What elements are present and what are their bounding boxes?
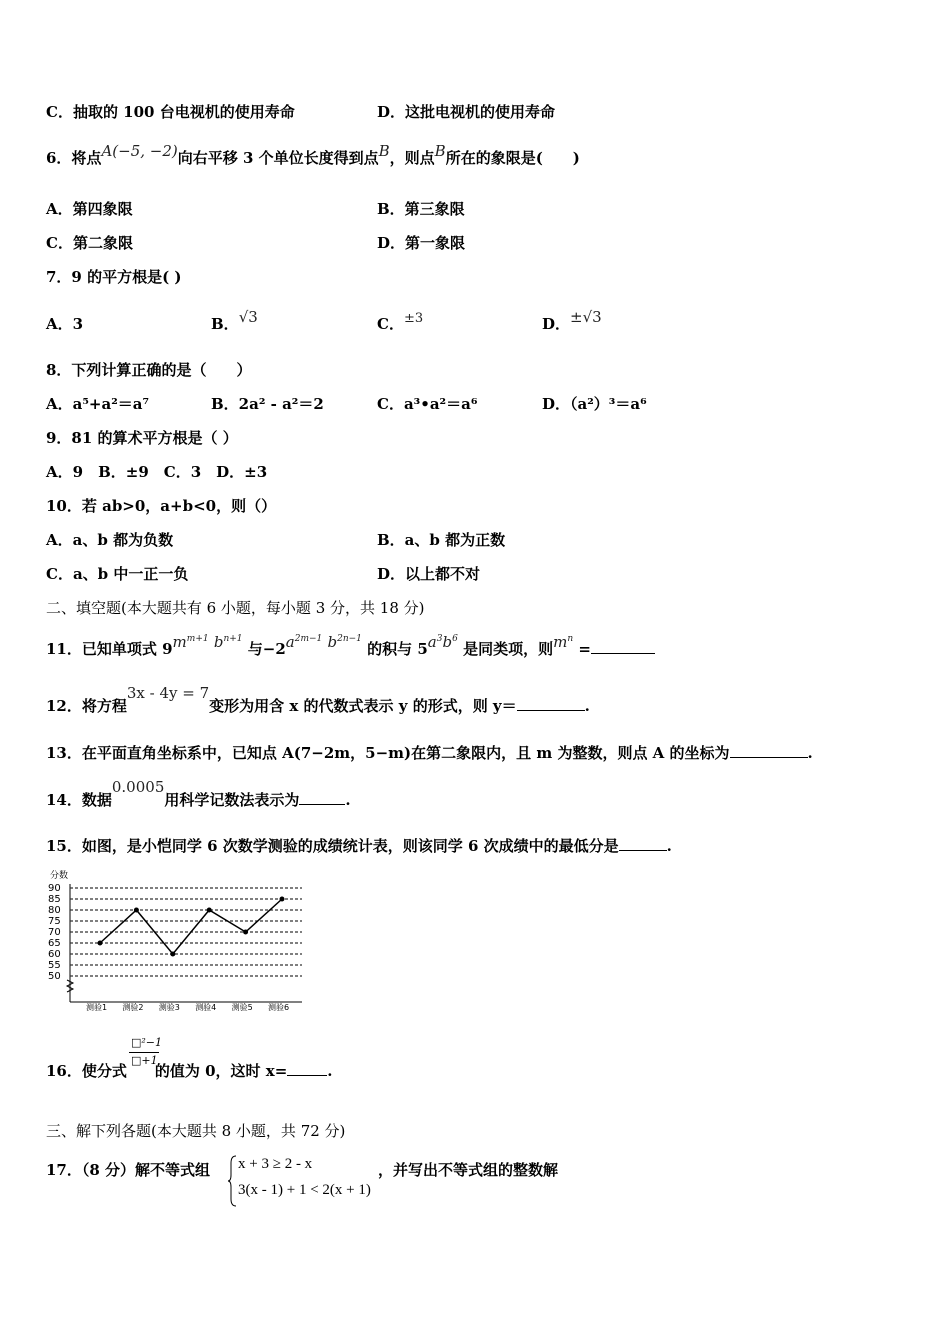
q7-option-b bbox=[211, 308, 258, 334]
chart-point-3 bbox=[170, 952, 175, 957]
chart-y-tick-65: 65 bbox=[48, 938, 61, 949]
q11-prefix: 11．已知单项式 9 bbox=[46, 640, 173, 658]
q6-point-b: B bbox=[378, 142, 390, 160]
q8-option-a: A．a⁵+a²＝a⁷ bbox=[46, 395, 150, 413]
q6-point-b-2: B bbox=[434, 142, 446, 160]
q11-b2: $b^{2n-1}$ bbox=[327, 633, 362, 651]
q10-stem: 10．若 ab>0，a+b<0，则（） bbox=[46, 497, 277, 515]
q6-mid: 向右平移 3 个单位长度得到点 bbox=[177, 149, 379, 167]
q8-option-b: B．2a² - a²＝2 bbox=[211, 395, 324, 413]
q14-number: 0.0005 bbox=[111, 778, 165, 796]
q6-stem bbox=[46, 142, 580, 168]
q12-suffix: . bbox=[584, 697, 590, 715]
q7-option-a: A．3 bbox=[46, 315, 84, 333]
q10-option-d: D．以上都不对 bbox=[377, 565, 481, 583]
section-3-heading: 三、解下列各题(本大题共 8 小题，共 72 分) bbox=[46, 1122, 346, 1140]
chart-y-tick-50: 50 bbox=[48, 971, 61, 982]
chart-x-tick-4: 测验4 bbox=[195, 1003, 217, 1012]
q9-stem: 9．81 的算术平方根是（ ） bbox=[46, 429, 238, 447]
q13-stem bbox=[46, 742, 813, 763]
q11-a2: $a^{2m-1}$ bbox=[285, 633, 323, 651]
q12-answer-blank[interactable] bbox=[517, 695, 585, 711]
chart-point-6 bbox=[280, 897, 285, 902]
q5-option-d: D．这批电视机的使用寿命 bbox=[377, 103, 556, 121]
q12-stem bbox=[46, 684, 590, 716]
chart-x-tick-3: 测验3 bbox=[158, 1003, 180, 1012]
q12-mid: 变形为用含 x 的代数式表示 y 的形式，则 y＝ bbox=[209, 697, 517, 715]
q10-option-a: A．a、b 都为负数 bbox=[46, 531, 174, 549]
section-2-heading: 二、填空题(本大题共有 6 小题，每小题 3 分，共 18 分) bbox=[46, 599, 425, 617]
q8-option-d: D．（a²）³＝a⁶ bbox=[542, 395, 647, 413]
q9-options: A．9 B．±9 C．3 D．±3 bbox=[46, 463, 268, 481]
chart-y-tick-75: 75 bbox=[48, 916, 61, 927]
q10-option-b: B．a、b 都为正数 bbox=[377, 531, 506, 549]
q7-option-d-math: ±√3 bbox=[570, 308, 602, 326]
q15-suffix: . bbox=[666, 837, 672, 855]
q12-equation: 3x - 4y = 7 bbox=[126, 684, 210, 702]
q11-mn: $m^n$ bbox=[553, 633, 574, 651]
chart-y-tick-70: 70 bbox=[48, 927, 61, 938]
q11-stem bbox=[46, 633, 655, 659]
q16-fraction-denominator: □+1 bbox=[131, 1054, 158, 1067]
q13-suffix: . bbox=[807, 744, 813, 762]
chart-point-4 bbox=[207, 908, 212, 913]
q6-option-d: D．第一象限 bbox=[377, 234, 466, 252]
q16-fraction-numerator: □²−1 bbox=[131, 1036, 163, 1049]
q7-option-c-math: ±3 bbox=[403, 311, 424, 326]
q14-mid: 用科学记数法表示为 bbox=[164, 791, 300, 809]
chart-x-tick-6: 测验6 bbox=[268, 1003, 290, 1012]
q14-answer-blank[interactable] bbox=[299, 789, 345, 805]
q6-point-a: A(−5, −2) bbox=[101, 142, 178, 160]
q7-option-b-label: B． bbox=[211, 315, 239, 333]
q6-option-a: A．第四象限 bbox=[46, 200, 133, 218]
q11-mid: 与−2 bbox=[247, 640, 286, 658]
chart-y-tick-85: 85 bbox=[48, 894, 61, 905]
q6-option-c: C．第二象限 bbox=[46, 234, 133, 252]
q8-option-c: C．a³•a²＝a⁶ bbox=[377, 395, 478, 413]
q14-prefix: 14．数据 bbox=[46, 791, 112, 809]
q12-prefix: 12．将方程 bbox=[46, 697, 127, 715]
q11-b1: $b^{n+1}$ bbox=[213, 633, 243, 651]
q7-stem: 7．9 的平方根是( ) bbox=[46, 268, 182, 286]
q13-answer-blank[interactable] bbox=[730, 742, 808, 758]
q7-option-c bbox=[377, 311, 424, 336]
chart-x-tick-2: 测验2 bbox=[122, 1003, 144, 1012]
q11-b3: $b^6$ bbox=[442, 633, 458, 651]
q11-mid3: 是同类项，则 bbox=[463, 640, 554, 658]
q6-mid2: ，则点 bbox=[389, 149, 435, 167]
q16-suffix: . bbox=[327, 1062, 333, 1080]
chart-y-tick-60: 60 bbox=[48, 949, 61, 960]
q5-option-c: C．抽取的 100 台电视机的使用寿命 bbox=[46, 103, 295, 121]
q11-a3: $a^3$ bbox=[427, 633, 443, 651]
score-line-chart bbox=[46, 866, 306, 1014]
q11-suffix: = bbox=[578, 640, 591, 658]
chart-point-1 bbox=[98, 941, 103, 946]
q15-stem bbox=[46, 835, 672, 856]
q6-prefix: 6．将点 bbox=[46, 149, 102, 167]
q8-stem: 8．下列计算正确的是（ ） bbox=[46, 361, 252, 379]
q10-option-c: C．a、b 中一正一负 bbox=[46, 565, 189, 583]
q17-inequality-2: 3(x - 1) + 1 < 2(x + 1) bbox=[238, 1182, 371, 1198]
q6-suffix: 所在的象限是( ) bbox=[445, 149, 580, 167]
q11-answer-blank[interactable] bbox=[591, 638, 655, 654]
chart-x-tick-5: 测验5 bbox=[231, 1003, 253, 1012]
q11-mid2: 的积与 5 bbox=[367, 640, 428, 658]
q16-fraction-bar bbox=[129, 1052, 159, 1053]
q7-option-d-label: D． bbox=[542, 315, 571, 333]
chart-series-line bbox=[100, 899, 282, 954]
chart-point-2 bbox=[134, 908, 139, 913]
q16-prefix: 16．使分式 bbox=[46, 1062, 127, 1080]
q15-answer-blank[interactable] bbox=[619, 835, 667, 851]
q6-option-b: B．第三象限 bbox=[377, 200, 465, 218]
q7-option-d bbox=[542, 308, 602, 334]
chart-y-tick-55: 55 bbox=[48, 960, 61, 971]
chart-y-label: 分数 bbox=[50, 871, 69, 881]
q17-prefix: 17．（8 分）解不等式组 bbox=[46, 1161, 211, 1179]
q13-text: 13．在平面直角坐标系中，已知点 A(7−2m，5−m)在第二象限内，且 m 为整数，则点 A 的坐标为 bbox=[46, 744, 730, 762]
chart-y-tick-90: 90 bbox=[48, 883, 61, 894]
q17-suffix: ，并写出不等式组的整数解 bbox=[378, 1161, 559, 1179]
q7-option-b-math: √3 bbox=[238, 308, 258, 326]
chart-x-tick-1: 测验1 bbox=[86, 1003, 108, 1012]
chart-y-tick-80: 80 bbox=[48, 905, 61, 916]
q14-stem bbox=[46, 778, 351, 810]
q11-m1: $m^{m+1}$ bbox=[172, 633, 209, 651]
q15-text: 15．如图，是小恺同学 6 次数学测验的成绩统计表，则该同学 6 次成绩中的最低分是 bbox=[46, 837, 619, 855]
q14-suffix: . bbox=[345, 791, 351, 809]
q16-answer-blank[interactable] bbox=[287, 1060, 327, 1076]
q17-brace bbox=[227, 1155, 237, 1207]
q17-inequality-1: x + 3 ≥ 2 - x bbox=[238, 1156, 313, 1172]
q16-mid: 的值为 0，这时 x= bbox=[154, 1062, 288, 1080]
q7-option-c-label: C． bbox=[377, 315, 404, 333]
q16-stem bbox=[46, 1060, 333, 1081]
chart-point-5 bbox=[243, 930, 248, 935]
